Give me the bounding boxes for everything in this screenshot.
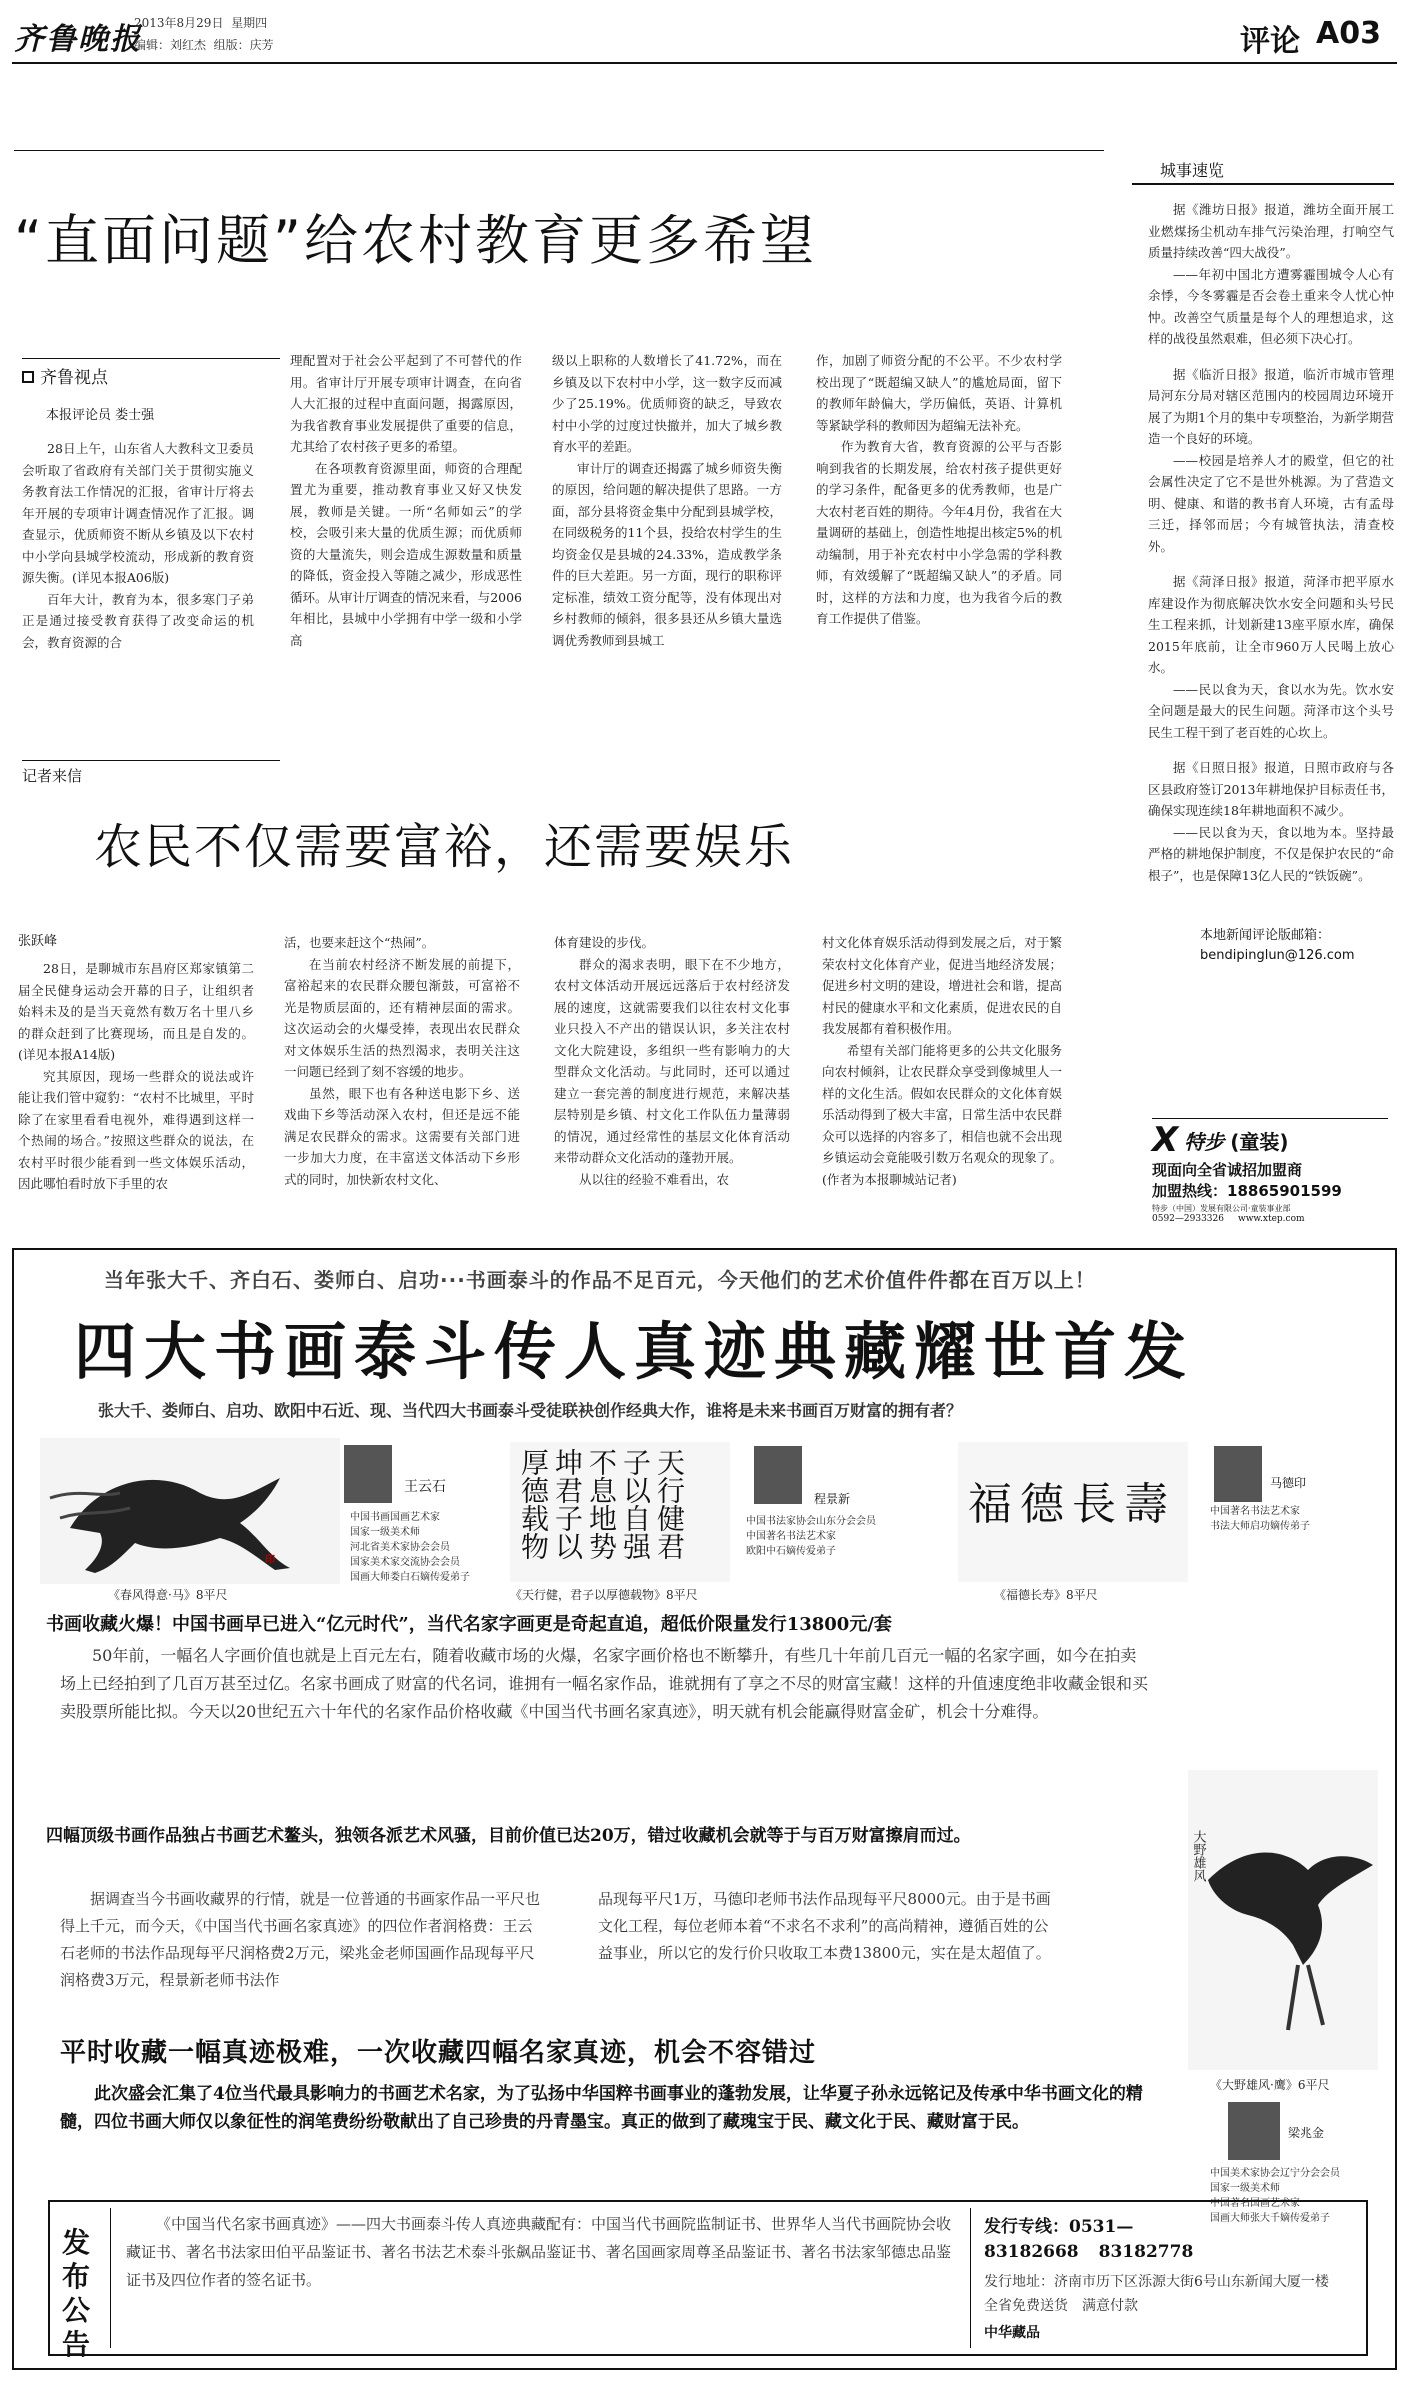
bio-line: 中国书法家协会山东分会会员: [746, 1516, 876, 1527]
sidebar-mailbox: [1132, 926, 1394, 966]
bio-line: 河北省美术家协会会员: [350, 1542, 450, 1553]
ad-company: 特步（中国）发展有限公司·童装事业部: [1152, 1204, 1291, 1213]
mailbox-label: 本地新闻评论版邮箱：: [1200, 928, 1331, 943]
artwork-calligraphy: [510, 1442, 730, 1582]
ad-tag: (童装): [1230, 1129, 1289, 1154]
masthead-rule: [12, 62, 1397, 64]
ad-brand-row: [1152, 1120, 1388, 1160]
column-tag-label: 记者来信: [22, 767, 83, 785]
sidebar-item: ——校园是培养人才的殿堂，但它的社会属性决定了它不是世外桃源。为了营造文明、健康、和谐的教书育人环境，古有孟母三迁，择邻而居；今有城管执法，清查校外。: [1148, 452, 1394, 554]
paragraph: 审计厅的调查还揭露了城乡师资失衡的原因，给问题的解决提供了思路。一方面，部分县将资金集中分配到县城学校，在同级税务的11个县，投给农村学生的生均资金仅是县城的24.33%，造成教学条件的巨大差距。另一方面，现行的职称评定标准，绩效工资分配等，没有体现出对乡村教师的倾斜，很多县还从乡镇大量选调优秀教师到县城工: [552, 460, 782, 648]
sidebar-item: ——民以食为天，食以地为本。坚持最严格的耕地保护制度，不仅是保护农民的“命根子”，也是保障13亿人民的“铁饭碗”。: [1148, 824, 1394, 883]
column-tag-icon: [22, 371, 34, 383]
weekday: 星期四: [231, 16, 268, 30]
artwork-caption: 《大野雄风·鹰》6平尺: [1210, 2078, 1330, 2092]
article1-headline: “直面问题”给农村教育更多希望: [14, 209, 817, 272]
hotline-label: 发行专线：: [984, 2217, 1069, 2237]
issuer: 中华藏品: [984, 2325, 1040, 2341]
ad-section2-right: 品现每平尺1万，马德印老师书法作品现每平尺8000元。由于是书画文化工程，每位老师本着“不求名不求利”的高尚精神，遵循百姓的公益事业，所以它的发行价只收取工本费13800元，实在是太超值了。: [598, 1890, 1051, 1962]
ad-hotline-number: 18865901599: [1227, 1182, 1342, 1200]
article2-column-2: [284, 932, 520, 1190]
notice-text: 《中国当代名家书画真迹》——四大书画泰斗传人真迹典藏配有：中国当代书画院监制证书、世界华人当代书画院协会收藏证书、著名书法家田伯平品鉴证书、著名书法艺术泰斗张飙品鉴证书、著名国画家周尊圣品鉴证书、著名书法家邹德忠品鉴证书及四位作者的签名证书。: [126, 2215, 952, 2289]
article1-column-1: [22, 438, 254, 653]
bio-line: 中国著名书法艺术家: [746, 1531, 836, 1542]
artwork-caption: 《春风得意·马》8平尺: [108, 1588, 228, 1602]
paragraph: 在各项教育资源里面，师资的合理配置尤为重要，推动教育事业又好又快发展，教师是关键。一所“名师如云”的学校，会吸引来大量的优质生源；而优质师资的大量流失，则会造成生源数量和质量的降低，资金投入等随之减少，形成恶性循环。从审计厅调查的情况来看，与2006年相比，县城中小学拥有中学一级和小学高: [290, 460, 522, 648]
bio-line: 国画大师娄白石嫡传爱弟子: [350, 1572, 470, 1583]
ad-section3-body: 此次盛会汇集了4位当代最具影响力的书画艺术名家，为了弘扬中华国粹书画事业的蓬勃发展，让华夏子孙永远铭记及传承中华书画文化的精髓，四位书画大师仅以象征性的润笔费纷纷敬献出了自己珍贵的丹青墨宝。真正的做到了藏瑰宝于民、藏文化于民、藏财富于民。: [60, 2084, 1143, 2132]
section-label: 评论: [1240, 24, 1300, 59]
eagle-painting-image: [1188, 1770, 1378, 2070]
article1-column-tag: [22, 358, 280, 388]
bottom-advertisement: [12, 1248, 1397, 2370]
paragraph: 28日，是聊城市东昌府区郑家镇第二届全民健身运动会开幕的日子，让组织者始料未及的是当天竟然有数万名十里八乡的群众赶到了比赛现场，而且是自发的。(详见本报A14版): [18, 961, 254, 1062]
issue-phones: [984, 2242, 1193, 2262]
svg-text:印: 印: [265, 1555, 275, 1566]
artist-bio: [350, 1510, 480, 1585]
date: 2013年8月29日: [134, 16, 224, 30]
ad-subline: 张大千、娄师白、启功、欧阳中石近、现、当代四大书画泰斗受徒联袂创作经典大作，谁将是未来书画百万财富的拥有者？: [98, 1401, 963, 1420]
paragraph: 作为教育大省，教育资源的公平与否影响到我省的长期发展，给农村孩子提供更好的学习条件，配备更多的优秀教师，也是广大农村老百姓的期待。今年4月份，我省在大量调研的基础上，创造性地提出核定5%的机动编制，用于补充农村中小学急需的学科教师，有效缓解了“既超编又缺人”的矛盾。同时，这样的方法和力度，也为我省今后的教育工作提供了借鉴。: [816, 439, 1062, 626]
paragraph: 28日上午，山东省人大教科文卫委员会听取了省政府有关部门关于贯彻实施义务教育法工作情况的汇报，省审计厅将去年开展的专项审计调查情况作了汇报。调查显示，优质师资不断从乡镇及以下农村中小学向县城学校流动，形成新的教育资源失衡。(详见本报A06版): [22, 441, 254, 585]
ad-section2-title: 四幅顶级书画作品独占书画艺术鳌头，独领各派艺术风骚，目前价值已达20万，错过收藏机会就等于与百万财富擦肩而过。: [46, 1826, 971, 1846]
ad-section1-title: 书画收藏火爆！中国书画早已进入“亿元时代”，当代名家字画更是奇起直追，超低价限量发行13800元/套: [46, 1614, 892, 1635]
sidebar: [1132, 158, 1394, 966]
sidebar-item: ——民以食为天，食以水为先。饮水安全问题是最大的民生问题。菏泽市这个头号民生工程干到了老百姓的心坎上。: [1148, 681, 1394, 740]
bio-line: 中国著名国画艺术家: [1210, 2198, 1300, 2209]
ad-contact: [1152, 1214, 1388, 1224]
ad-hotline: [1152, 1180, 1388, 1201]
small-ad: [1152, 1118, 1388, 1228]
artist-name: 梁兆金: [1288, 2126, 1325, 2140]
sidebar-item: ——年初中国北方遭雾霾围城令人心有余悸，今冬雾霾是否会卷土重来令人忧心忡忡。改善空气质量是每个人的理想追求，这样的战役虽然艰难，但必须下决心打。: [1148, 266, 1394, 346]
article2-byline: 张跃峰: [18, 934, 58, 949]
bio-line: 中国书画国画艺术家: [350, 1512, 440, 1523]
issue-address: 发行地址：济南市历下区泺源大街6号山东新闻大厦一楼 全省免费送货 满意付款: [984, 2274, 1343, 2314]
paragraph: 活，也要来赶这个“热闹”。: [284, 935, 435, 950]
phone-number: 83182778: [1098, 2242, 1194, 2262]
artist-name: 王云石: [404, 1479, 446, 1495]
paragraph: 虽然，眼下也有各种送电影下乡、送戏曲下乡等活动深入农村，但还是远不能满足农民群众的需求。这需要有关部门进一步加大力度，在丰富送文体活动下乡形式的同时，加快新农村文化、: [284, 1085, 520, 1187]
artwork-caption: 《福德长寿》8平尺: [994, 1588, 1098, 1602]
ad-brand: 特步: [1184, 1129, 1225, 1154]
artist-bio: [746, 1514, 886, 1559]
article2-headline: 农民不仅需要富裕，还需要娱乐: [94, 819, 795, 875]
artist-name: 马德印: [1270, 1476, 1307, 1490]
ad-hotline-label: 加盟热线：: [1152, 1182, 1228, 1200]
ad-site[interactable]: www.xtep.com: [1238, 1214, 1305, 1224]
issue-hotline: [984, 2212, 1133, 2237]
sidebar-item: 据《日照日报》报道，日照市政府与各区县政府签订2013年耕地保护目标责任书，确保实现连续18年耕地面积不减少。: [1148, 760, 1394, 818]
phone-number: 83182668: [984, 2242, 1079, 2262]
paragraph: 百年大计，教育为本，很多寒门子弟正是通过接受教育获得了改变命运的机会，教育资源的合: [22, 591, 254, 650]
article1-column-2: [290, 350, 522, 651]
paragraph: 级以上职称的人数增长了41.72%，而在乡镇及以下农村中小学，这一数字反而减少了25.19%。优质师资的缺乏，导致农村中小学的过度过快撤并，加大了城乡教育水平的差距。: [552, 353, 782, 454]
article2-column-tag: [22, 760, 280, 786]
artist-bio: [1210, 1504, 1350, 1534]
ad-phone: 0592—2933326: [1152, 1214, 1224, 1224]
bio-line: 中国美术家协会辽宁分会会员: [1210, 2168, 1340, 2179]
paragraph: 究其原因，现场一些群众的说法或许能让我们管中窥豹：“农村不比城里，平时除了在家里看看电视外，难得遇到这样一个热闹的场合。”按照这些群众的说法，在农村平时很少能看到一些文体娱乐活动，因此哪怕看时放下手里的农: [18, 1068, 254, 1191]
article1-column-4: [816, 350, 1062, 630]
paragraph: 理配置对于社会公平起到了不可替代的作用。省审计厅开展专项审计调查，在向省人大汇报的过程中直面问题，揭露原因，为我省教育事业发展提供了重要的信息，尤其给了农村孩子更多的希望。: [290, 353, 522, 454]
notice-divider: [110, 2208, 111, 2348]
article1-top-rule: [14, 150, 1104, 151]
article2-column-3: [554, 932, 790, 1190]
bio-line: 中国著名书法艺术家: [1210, 1506, 1300, 1517]
artist-portrait: [754, 1446, 802, 1504]
sidebar-item: 据《临沂日报》报道，临沂市城市管理局河东分局对辖区范围内的校园周边环境开展了为期1个月的集中专项整治，为新学期营造一个良好的环境。: [1148, 366, 1394, 446]
page-number: A03: [1316, 16, 1381, 51]
ad-section3-title: 平时收藏一幅真迹极难，一次收藏四幅名家真迹，机会不容错过: [60, 2038, 817, 2068]
sidebar-item: 据《菏泽日报》报道，菏泽市把平原水库建设作为彻底解决饮水安全问题和头号民生工程来抓，计划新建13座平原水库，确保2015年底前，让全市960万人民喝上放心水。: [1148, 574, 1394, 675]
artwork-fude-changshou: [958, 1442, 1188, 1582]
bio-line: 国画大师张大千嫡传爱弟子: [1210, 2213, 1330, 2224]
ad-section2-left: 据调查当今书画收藏界的行情，就是一位普通的书画家作品一平尺也得上千元，而今天，《中国当代书画名家真迹》的四位作者润格费：王云石老师的书法作品现每平尺润格费2万元，梁兆金老师国画作品现每平尺润格费3万元，程景新老师书法作: [60, 1890, 541, 1989]
notice-label: 发布公告: [62, 2226, 91, 2361]
artist-name: 程景新: [814, 1492, 851, 1506]
mailbox-email[interactable]: bendipinglun@126.com: [1200, 948, 1355, 963]
article2-column-4: [822, 932, 1062, 1190]
ad-top-line: 当年张大千、齐白石、娄师白、启功···书画泰斗的作品不足百元，今天他们的艺术价值件件都在百万以上！: [104, 1268, 1096, 1292]
column-tag-label: 齐鲁视点: [40, 368, 108, 388]
artist-portrait: [1214, 1446, 1262, 1502]
paragraph: 村文化体育娱乐活动得到发展之后，对于繁荣农村文化体育产业，促进当地经济发展；促进乡村文明的建设，增进社会和谐，提高村民的健康水平和文化素质，促进农民的自我发展都有着积极作用。: [822, 935, 1062, 1036]
bio-line: 国家美术家交流协会会员: [350, 1557, 460, 1568]
sidebar-item: 据《潍坊日报》报道，潍坊全面开展工业燃煤扬尘机动车排气污染治理，打响空气质量持续改善“四大战役”。: [1148, 202, 1394, 260]
paragraph: 体育建设的步伐。: [554, 935, 655, 950]
brand-x-icon: X: [1152, 1120, 1179, 1160]
artist-portrait: [344, 1445, 392, 1503]
ad-line1: 现面向全省诚招加盟商: [1152, 1161, 1303, 1179]
calligraphy-text: 天行健君子以自强不息地势坤君子以厚德载物: [517, 1448, 686, 1560]
paragraph: 在当前农村经济不断发展的前提下，富裕起来的农民群众腰包渐鼓，可富裕不光是物质层面的，还有精神层面的需求。这次运动会的火爆受捧，表现出农民群众对文体娱乐生活的热烈渴求，表明关注这一问题已经到了刻不容缓的地步。: [284, 956, 520, 1079]
article1-byline: 本报评论员 娄士强: [46, 408, 155, 423]
area-code: 0531—: [1069, 2217, 1134, 2237]
bio-line: 国家一级美术师: [350, 1527, 420, 1538]
ad-headline: 四大书画泰斗传人真迹典藏耀世首发: [74, 1315, 1195, 1388]
masthead: [0, 0, 1409, 66]
article1-column-3: [552, 350, 782, 651]
article2-column-1: [18, 958, 254, 1195]
notice-divider: [970, 2208, 971, 2348]
designer: 组版：庆芳: [213, 38, 274, 52]
bio-line: 书法大师启功嫡传弟子: [1210, 1521, 1310, 1532]
artwork-caption: 《天行健，君子以厚德载物》8平尺: [510, 1588, 698, 1602]
artwork-horse: [40, 1438, 340, 1584]
calligraphy-text: 福德長壽: [968, 1479, 1176, 1530]
newspaper-logo: 齐鲁晚报: [14, 22, 142, 57]
bio-line: 欧阳中石嫡传爱弟子: [746, 1546, 836, 1557]
artist-portrait: [1228, 2102, 1280, 2160]
notice-box: [48, 2200, 1368, 2361]
sidebar-news-list: [1132, 199, 1394, 886]
editors: [134, 36, 274, 53]
artwork-eagle: [1188, 1770, 1378, 2070]
issue-date: [134, 14, 267, 31]
paragraph: 群众的渴求表明，眼下在不少地方，农村文体活动开展远远落后于农村经济发展的速度，这就需要我们以往农村文化事业只投入不产出的错误认识，多关注农村文化大院建设，多组织一些有影响力的大型群众文化活动。与此同时，还可以通过建立一套完善的制度进行规范，来解决基层特别是乡镇、村文化工作队伍力量薄弱的情况，通过经常性的基层文化体育活动来带动群众文化活动的蓬勃开展。: [554, 956, 790, 1165]
bio-line: 国家一级美术师: [1210, 2183, 1280, 2194]
paragraph: 希望有关部门能将更多的公共文化服务向农村倾斜，让农民群众享受到像城里人一样的文化生活。假如农民群众的文化体育娱乐活动得到了极大丰富，日常生活中农民群众可以选择的内容多了，相信也就不会出现乡镇运动会竟能吸引数万名观众的现象了。(作者为本报聊城站记者): [822, 1042, 1062, 1187]
ad-section1-body: 50年前，一幅名人字画价值也就是上百元左右，随着收藏市场的火爆，名家字画价格也不断攀升，有些几十年前几百元一幅的名家字画，如今在拍卖场上已经拍到了几百万甚至过亿。名家书画成了财富的代名词，谁拥有一幅名家作品，谁就拥有了享之不尽的财富宝藏！这样的升值速度绝非收藏金银和买卖股票所能比拟。今天以20世纪五六十年代的名家作品价格收藏《中国当代书画名家真迹》，明天就有机会能赢得财富金矿，机会十分难得。: [60, 1646, 1149, 1721]
horse-painting-image: [40, 1438, 340, 1584]
paragraph: 从以往的经验不难看出，农: [579, 1171, 730, 1187]
sidebar-title: 城事速览: [1132, 158, 1394, 185]
svg-text:大野雄风: 大野雄风: [1190, 1830, 1206, 1882]
editor: 编辑：刘红杰: [134, 38, 207, 52]
paragraph: 作，加剧了师资分配的不公平。不少农村学校出现了“既超编又缺人”的尴尬局面，留下的教师年龄偏大，学历偏低，英语、计算机等紧缺学科的教师因为超编无法补充。: [816, 353, 1062, 433]
